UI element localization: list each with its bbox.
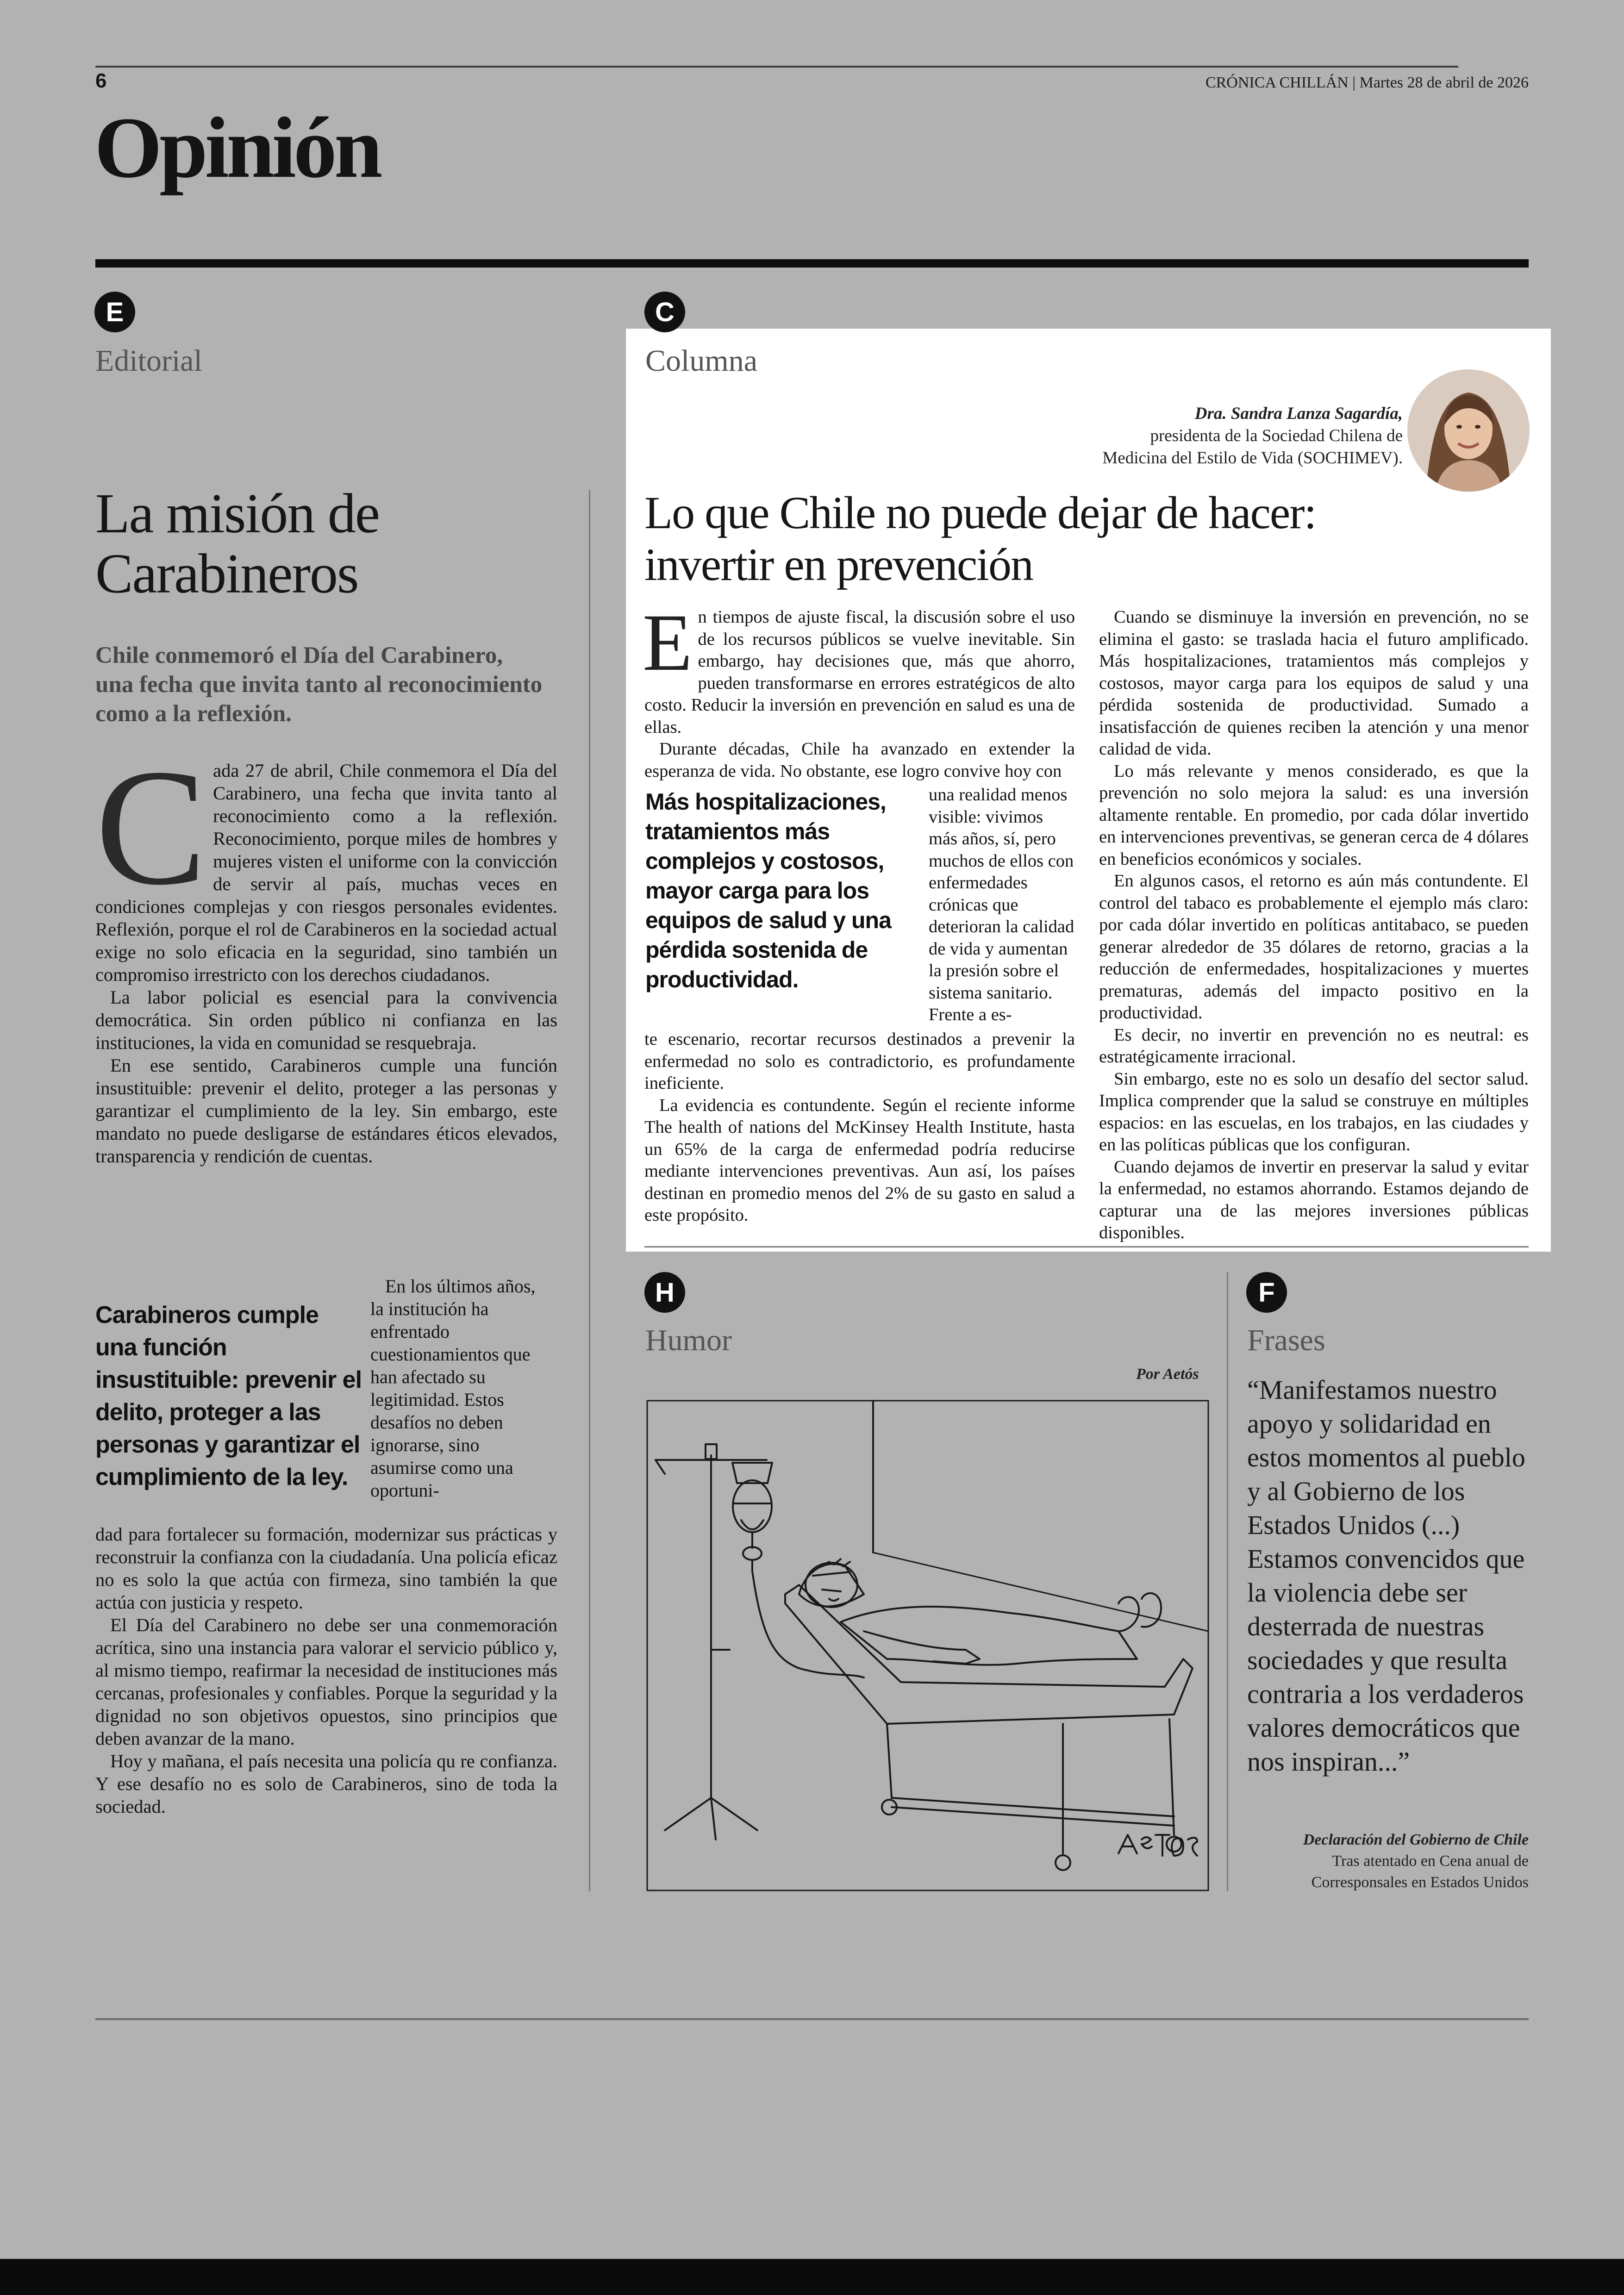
editorial-column-rule bbox=[589, 490, 590, 1891]
editorial-para-4-side bbox=[370, 1275, 546, 1502]
frases-attribution bbox=[1303, 1829, 1529, 1893]
footer-bar bbox=[0, 2259, 1624, 2295]
page-number: 6 bbox=[95, 69, 107, 92]
column-body-right bbox=[1099, 606, 1529, 1244]
author-name: Dra. Sandra Lanza Sagardía, bbox=[1194, 404, 1403, 423]
column-para-2-rest: te escenario, recortar recursos destinados a prevenir la enfermedad no solo es contradictorio, es profundamente ineficiente. bbox=[644, 1029, 1075, 1093]
column-badge: C bbox=[644, 292, 685, 332]
editorial-label: Editorial bbox=[95, 344, 202, 378]
author-role-1: presidenta de la Sociedad Chilena de bbox=[1150, 426, 1403, 445]
column-title: Lo que Chile no puede dejar de hacer: invertir en prevención bbox=[644, 487, 1316, 590]
editorial-pullquote: Carabineros cumple una función insustituible: prevenir el delito, proteger a las personas y garantizar el cumplimiento de la ley. bbox=[95, 1302, 362, 1491]
editorial-body-top bbox=[95, 735, 557, 1167]
column-para-2-side bbox=[929, 784, 1075, 1026]
editorial-dropcap: C bbox=[95, 735, 207, 919]
top-rule bbox=[95, 66, 1458, 68]
author-block bbox=[1102, 403, 1403, 469]
humor-badge: H bbox=[644, 1272, 685, 1313]
editorial-para-4-side-text: En los últimos años, la institución ha enfrentado cuestionamientos que han afectado su legitimidad. Estos desafíos no deben ignorarse, sino asumirse como una oportuni- bbox=[370, 1276, 536, 1501]
editorial-lead: Chile conmemoró el Día del Carabinero, una fecha que invita tanto al reconocimiento como a la reflexión. bbox=[95, 642, 543, 727]
bottom-rule bbox=[95, 2018, 1529, 2020]
column-para-2-side-text: una realidad menos visible: vivimos más años, sí, pero muchos de ellos con enfermedades crónicas que deterioran la calidad de vida y aumentan la presión sobre el sistema sanitario. Frente a es- bbox=[929, 785, 1074, 1024]
author-avatar bbox=[1407, 369, 1530, 492]
frases-quote: “Manifestamos nuestro apoyo y solidaridad en estos momentos al pueblo y al Gobierno de los Estados Unidos (...) Estamos convencidos que la violencia debe ser desterrada de nuestras sociedades y que resulta contraria a los verdaderos valores democráticos que nos inspiran...” bbox=[1247, 1375, 1525, 1777]
hospital-bed-cartoon-icon bbox=[646, 1400, 1209, 1891]
section-divider bbox=[95, 259, 1529, 268]
frases-label: Frases bbox=[1247, 1323, 1325, 1357]
editorial-title: La misión de Carabineros bbox=[95, 482, 379, 605]
column-body-left-top bbox=[643, 598, 1075, 782]
author-role-2: Medicina del Estilo de Vida (SOCHIMEV). bbox=[1102, 449, 1403, 468]
column-label: Columna bbox=[645, 344, 757, 378]
section-title: Opinión bbox=[94, 99, 380, 196]
column-para-6: En algunos casos, el retorno es aún más contundente. El control del tabaco es probablemente el ejemplo más claro: por cada dólar invertido en políticas antitabaco, se pueden generar alrededor de 35 dólares de retorno, gracias a la reducción de enfermedades, hospitalizaciones y muertes prematuras, además del impacto positivo en la productividad. bbox=[1099, 871, 1529, 1023]
column-para-5: Lo más relevante y menos considerado, es que la prevención no solo mejora la salud: es una inversión altamente rentable. En promedio, por cada dólar invertido en intervenciones preventivas, se generan cerca de 4 dólares en beneficios económicos y sociales. bbox=[1099, 761, 1529, 869]
editorial-para-4-rest: dad para fortalecer su formación, modernizar sus prácticas y reconstruir la confianza con la ciudadanía. Una policía eficaz no es solo la que actúa con firmeza, sino también la que actúa con justicia y respeto. bbox=[95, 1524, 557, 1613]
frases-context-2: Corresponsales en Estados Unidos bbox=[1311, 1874, 1529, 1891]
editorial-para-1: ada 27 de abril, Chile conmemora el Día del Carabinero, una fecha que invita tanto al reconocimiento como a la reflexión. Reconocimiento, porque miles de hombres y mujeres visten el uniforme con la convicción de servir al país, muchas veces en condiciones complejas y con riesgos personales evidentes. Reflexión, porque el rol de Carabineros en la sociedad actual exige no solo eficacia en la seguridad, sino también un compromiso irrestricto con los derechos ciudadanos. bbox=[95, 760, 557, 985]
frases-source: Declaración del Gobierno de Chile bbox=[1303, 1831, 1529, 1848]
masthead: CRÓNICA CHILLÁN | Martes 28 de abril de 2026 bbox=[1205, 74, 1529, 91]
column-para-8: Sin embargo, este no es solo un desafío del sector salud. Implica comprender que la salud se construye en múltiples espacios: en las escuelas, en los trabajos, en las ciudades y en las políticas públicas que los configuran. bbox=[1099, 1069, 1529, 1154]
column-para-4: Cuando se disminuye la inversión en prevención, no se elimina el gasto: se traslada hacia el futuro amplificado. Más hospitalizaciones, tratamientos más complejos y costosos, mayor carga para los equipos de salud y una pérdida sostenida de productividad. Sumado a insatisfacción de quienes reciben la atención y una menor calidad de vida. bbox=[1099, 607, 1529, 759]
column-para-7: Es decir, no invertir en prevención no es neutral: es estratégicamente irracional. bbox=[1099, 1025, 1529, 1066]
humor-cartoon bbox=[646, 1400, 1209, 1891]
column-bottom-rule bbox=[644, 1246, 1529, 1247]
editorial-badge: E bbox=[94, 292, 135, 332]
column-dropcap: E bbox=[643, 598, 693, 688]
editorial-para-2: La labor policial es esencial para la convivencia democrática. Sin orden público ni confianza en las instituciones, la vida en comunidad se resquebraja. bbox=[95, 987, 557, 1053]
column-para-1: n tiempos de ajuste fiscal, la discusión sobre el uso de los recursos públicos se vuelve inevitable. Sin embargo, hay decisiones que, más que ahorro, pueden transformarse en errores estratégicos de alto costo. Reducir la inversión en prevención en salud es una de ellas. bbox=[644, 607, 1075, 737]
column-para-3: La evidencia es contundente. Según el reciente informe The health of nations del McKinsey Health Institute, hasta un 65% de la carga de enfermedad podría reducirse mediante intervenciones preventivas. Aun así, los países destinan en promedio menos del 2% de su gasto en salud a este propósito. bbox=[644, 1095, 1075, 1225]
column-para-9: Cuando dejamos de invertir en preservar la salud y evitar la enfermedad, no estamos ahorrando. Estamos dejando de capturar una de las mejores inversiones públicas disponibles. bbox=[1099, 1157, 1529, 1242]
humor-frases-rule bbox=[1227, 1272, 1228, 1891]
humor-label: Humor bbox=[645, 1323, 732, 1357]
editorial-para-5: El Día del Carabinero no debe ser una conmemoración acrítica, sino una instancia para valorar el servicio público y, al mismo tiempo, reafirmar la necesidad de instituciones más cercanas, profesionales y confiables. Porque la seguridad y la dignidad no son objetivos opuestos, sino principios que deben avanzar de la mano. bbox=[95, 1615, 557, 1749]
humor-byline: Por Aetós bbox=[1136, 1366, 1199, 1383]
editorial-para-3: En ese sentido, Carabineros cumple una función insustituible: prevenir el delito, proteger a las personas y garantizar el cumplimiento de la ley. Sin embargo, este mandato no puede desligarse de estándares éticos elevados, transparencia y rendición de cuentas. bbox=[95, 1055, 557, 1166]
column-body-left-bottom bbox=[644, 1029, 1075, 1227]
column-pullquote: Más hospitalizaciones, tratamientos más complejos y costosos, mayor carga para los equipos de salud y una pérdida sostenida de productividad. bbox=[645, 789, 891, 992]
column-para-2-start: Durante décadas, Chile ha avanzado en extender la esperanza de vida. No obstante, ese logro convive hoy con bbox=[644, 739, 1075, 781]
author-portrait-icon bbox=[1407, 369, 1530, 492]
frases-context-1: Tras atentado en Cena anual de bbox=[1332, 1852, 1529, 1870]
editorial-para-6: Hoy y mañana, el país necesita una policía qu re confianza. Y ese desafío no es solo de Carabineros, sino de toda la sociedad. bbox=[95, 1751, 557, 1817]
editorial-body-bottom bbox=[95, 1523, 557, 1818]
frases-badge: F bbox=[1246, 1272, 1287, 1313]
